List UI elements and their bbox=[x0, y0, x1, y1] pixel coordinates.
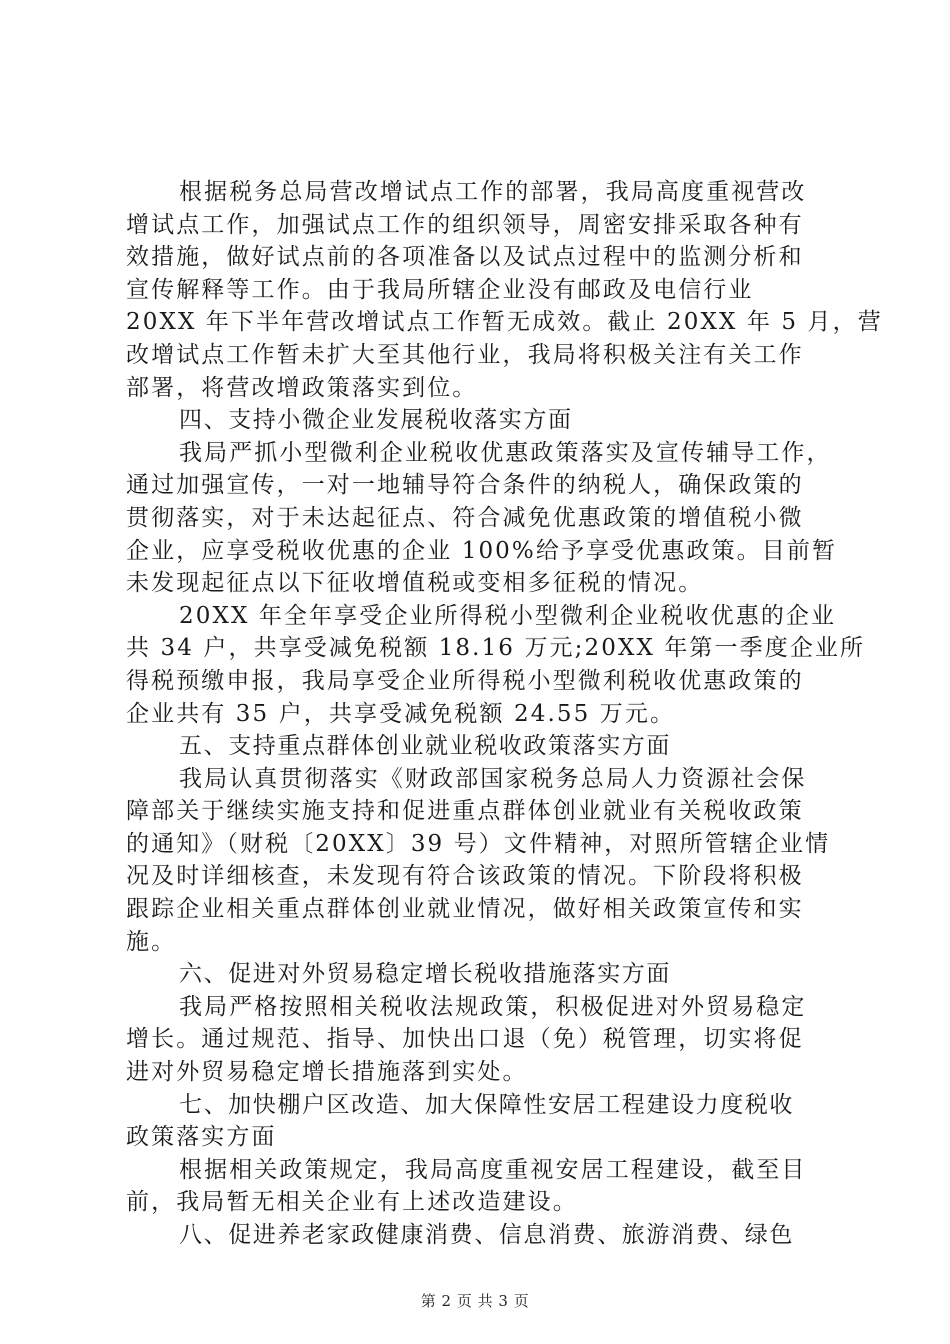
text-line: 根据相关政策规定，我局高度重视安居工程建设，截至目 bbox=[179, 1156, 807, 1183]
text-line: 政策落实方面 bbox=[126, 1124, 277, 1151]
text-line: 改增试点工作暂未扩大至其他行业，我局将积极关注有关工作 bbox=[126, 341, 804, 368]
text-line: 增试点工作，加强试点工作的组织领导，周密安排采取各种有 bbox=[126, 211, 804, 238]
document-body bbox=[126, 176, 883, 1252]
text-line: 跟踪企业相关重点群体创业就业情况，做好相关政策宣传和实 bbox=[126, 896, 804, 923]
text-line: 根据税务总局营改增试点工作的部署，我局高度重视营改 bbox=[179, 179, 807, 205]
text-line: 进对外贸易稳定增长措施落到实处。 bbox=[126, 1059, 528, 1086]
text-line: 通过加强宣传，一对一地辅导符合条件的纳税人，确保政策的 bbox=[126, 472, 804, 499]
text-line: 施。 bbox=[126, 928, 177, 955]
text-line: 共 34 户，共享受减免税额 18.16 万元;20XX 年第一季度企业所 bbox=[126, 635, 866, 662]
section-heading: 四、支持小微企业发展税收落实方面 bbox=[179, 407, 573, 434]
text-line: 我局严格按照相关税收法规政策，积极促进对外贸易稳定 bbox=[179, 993, 807, 1020]
text-line: 我局严抓小型微利企业税收优惠政策落实及宣传辅导工作， bbox=[179, 439, 832, 466]
text-line: 效措施，做好试点前的各项准备以及试点过程中的监测分析和 bbox=[126, 244, 804, 271]
text-line: 贯彻落实，对于未达起征点、符合减免优惠政策的增值税小微 bbox=[126, 504, 804, 531]
text-line: 宣传解释等工作。由于我局所辖企业没有邮政及电信行业 bbox=[126, 276, 754, 303]
text-line: 的通知》（财税〔20XX〕39 号）文件精神，对照所管辖企业情 bbox=[126, 830, 831, 857]
section-heading: 五、支持重点群体创业就业税收政策落实方面 bbox=[179, 733, 671, 760]
text-line: 企业，应享受税收优惠的企业 100%给予享受优惠政策。目前暂 bbox=[126, 537, 838, 564]
text-line: 得税预缴申报，我局享受企业所得税小型微利税收优惠政策的 bbox=[126, 667, 804, 694]
text-line: 企业共有 35 户，共享受减免税额 24.55 万元。 bbox=[126, 700, 676, 727]
text-line: 20XX 年全年享受企业所得税小型微利企业税收优惠的企业 bbox=[179, 602, 837, 629]
page-footer: 第 2 页 共 3 页 bbox=[420, 1292, 530, 1310]
text-line: 况及时详细核查，未发现有符合该政策的情况。下阶段将积极 bbox=[126, 863, 804, 890]
section-heading: 六、促进对外贸易稳定增长税收措施落实方面 bbox=[179, 961, 671, 988]
text-line: 障部关于继续实施支持和促进重点群体创业就业有关税收政策 bbox=[126, 798, 804, 825]
section-heading: 七、加快棚户区改造、加大保障性安居工程建设力度税收 bbox=[179, 1091, 794, 1118]
text-line: 我局认真贯彻落实《财政部国家税务总局人力资源社会保 bbox=[179, 765, 807, 792]
text-line: 未发现起征点以下征收增值税或变相多征税的情况。 bbox=[126, 570, 704, 597]
text-line: 部署，将营改增政策落实到位。 bbox=[126, 374, 478, 401]
text-line: 前，我局暂无相关企业有上述改造建设。 bbox=[126, 1189, 578, 1216]
text-line: 20XX 年下半年营改增试点工作暂无成效。截止 20XX 年 5 月，营 bbox=[126, 309, 883, 336]
text-line: 增长。通过规范、指导、加快出口退（免）税管理，切实将促 bbox=[126, 1026, 804, 1053]
section-heading: 八、促进养老家政健康消费、信息消费、旅游消费、绿色 bbox=[179, 1222, 794, 1248]
